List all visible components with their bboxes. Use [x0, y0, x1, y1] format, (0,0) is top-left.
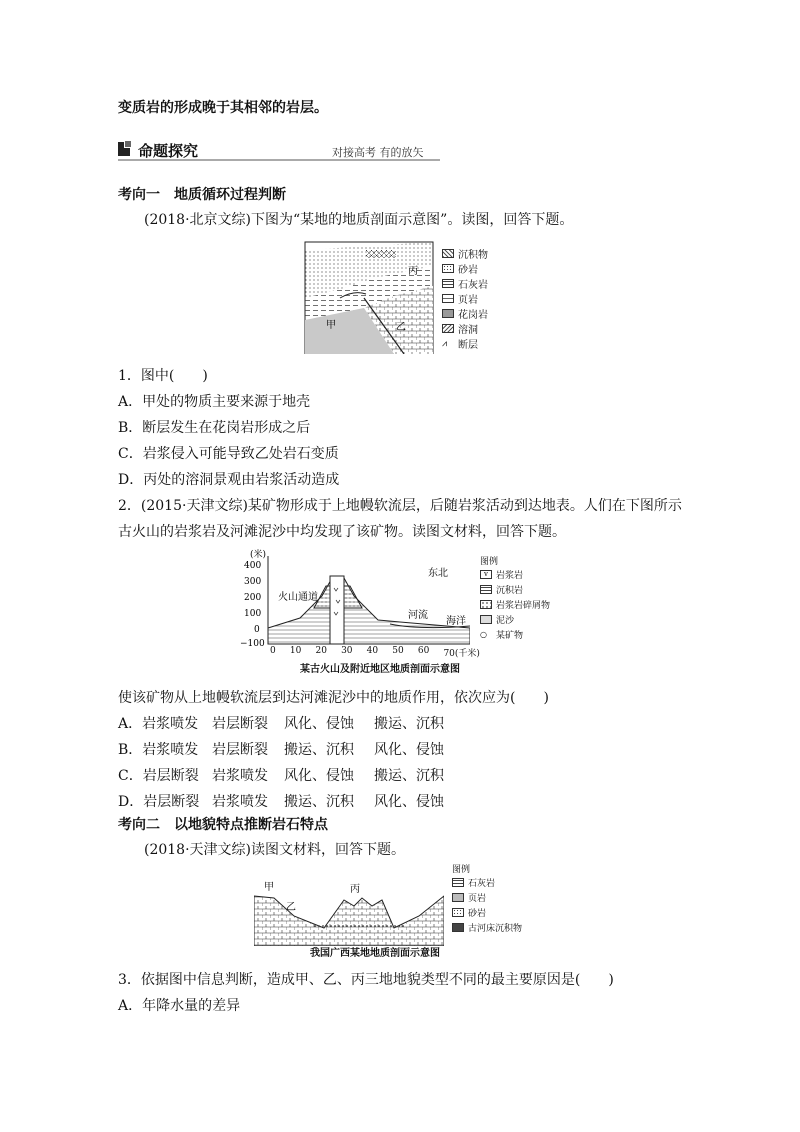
- karst-drawing: [254, 876, 444, 946]
- intro-text: 变质岩的形成晚于其相邻的岩层。: [118, 100, 328, 116]
- label-yi: 乙: [396, 322, 406, 333]
- y-tick: 300: [244, 577, 262, 587]
- legend-item: 石灰岩: [442, 276, 488, 291]
- label-yi: 乙: [286, 902, 296, 913]
- label-jia: 甲: [264, 882, 274, 893]
- q2-option-d: D．岩层断裂 岩浆喷发 搬运、沉积 风化、侵蚀: [118, 794, 444, 810]
- q2-option-c: C．岩层断裂 岩浆喷发 风化、侵蚀 搬运、沉积: [118, 768, 444, 784]
- legend-item: 岩浆岩碎屑物: [480, 597, 550, 612]
- legend-item: ⩘ 断层: [442, 338, 478, 351]
- label-jia: 甲: [326, 320, 336, 331]
- label-river: 河流: [408, 610, 428, 621]
- q1-option-a: A．甲处的物质主要来源于地壳: [118, 394, 311, 410]
- guangxi-section-figure: [254, 862, 564, 962]
- y-tick: 200: [244, 593, 262, 603]
- y-unit: (米): [250, 550, 267, 560]
- topic1-source: (2018·北京文综)下图为“某地的地质剖面示意图”。读图，回答下题。: [144, 212, 574, 228]
- fig2-legend: [480, 554, 550, 642]
- legend-item: 沉积物: [442, 246, 488, 261]
- y-tick: 100: [244, 609, 262, 619]
- y-tick: 400: [244, 561, 262, 571]
- volcano-drawing: [240, 548, 470, 660]
- q2-question: 使该矿物从上地幔软流层到达河滩泥沙中的地质作用，依次应为( ): [118, 690, 549, 706]
- fig3-legend: [452, 862, 522, 935]
- legend-item: v 岩浆岩: [480, 567, 550, 582]
- legend-item: 溶洞: [442, 321, 488, 336]
- legend-item: 沉积岩: [480, 582, 550, 597]
- q1-option-b: B．断层发生在花岗岩形成之后: [118, 420, 311, 436]
- legend-item: 砂岩: [442, 261, 488, 276]
- legend-item: 页岩: [442, 291, 488, 306]
- q2-stem-line2: 古火山的岩浆岩及河滩泥沙中均发现了该矿物。读图文材料，回答下题。: [118, 524, 566, 540]
- label-bing: 丙: [350, 884, 360, 895]
- legend-item: ○ 某矿物: [480, 630, 524, 641]
- section-title: 命题探究: [138, 142, 199, 160]
- legend-title: 图例: [452, 865, 471, 875]
- volcano-section-figure: [240, 548, 570, 676]
- geologic-section-figure: [304, 238, 504, 358]
- q1-option-c: C．岩浆侵入可能导致乙处岩石变质: [118, 446, 339, 462]
- topic2-source: (2018·天津文综)读图文材料，回答下题。: [144, 842, 406, 858]
- topic1-heading: 考向一 地质循环过程判断: [118, 187, 286, 203]
- x-axis-ticks: 0 10 20 30 40 50 60 70(千米): [270, 646, 480, 659]
- label-channel: 火山通道: [278, 592, 318, 603]
- q3-option-a: A．年降水量的差异: [118, 998, 241, 1014]
- topic2-heading: 考向二 以地貌特点推断岩石特点: [118, 817, 328, 833]
- q2-option-b: B．岩浆喷发 岩层断裂 搬运、沉积 风化、侵蚀: [118, 742, 444, 758]
- q1-option-d: D．丙处的溶洞景观由岩浆活动造成: [118, 472, 340, 488]
- q3-stem: 3．依据图中信息判断，造成甲、乙、丙三地地貌类型不同的最主要原因是( ): [118, 972, 614, 988]
- y-tick: −100: [240, 639, 265, 649]
- legend-item: 古河床沉积物: [452, 920, 522, 935]
- q1-stem: 1．图中( ): [118, 368, 208, 384]
- label-bing: 丙: [408, 266, 418, 277]
- section-tagline: 对接高考 有的放矢: [332, 146, 424, 159]
- legend-item: 石灰岩: [452, 875, 522, 890]
- legend-item: 泥沙: [480, 612, 550, 627]
- label-ocean: 海洋: [446, 616, 466, 627]
- y-tick: 0: [254, 625, 260, 635]
- section-header: [118, 138, 440, 162]
- legend-title: 图例: [480, 557, 499, 567]
- fig1-legend: [442, 246, 488, 351]
- fig3-caption: 我国广西某地地质剖面示意图: [310, 948, 440, 959]
- fig2-caption: 某古火山及附近地区地质剖面示意图: [300, 664, 460, 675]
- q2-stem-line1: 2．(2015·天津文综)某矿物形成于上地幔软流层，后随岩浆活动到达地表。人们在下图所示: [118, 498, 682, 514]
- section-drawing: [304, 238, 434, 354]
- legend-item: 砂岩: [452, 905, 522, 920]
- q2-option-a: A．岩浆喷发 岩层断裂 风化、侵蚀 搬运、沉积: [118, 716, 444, 732]
- label-north: 东北: [428, 568, 448, 579]
- legend-item: 页岩: [452, 890, 522, 905]
- legend-item: 花岗岩: [442, 306, 488, 321]
